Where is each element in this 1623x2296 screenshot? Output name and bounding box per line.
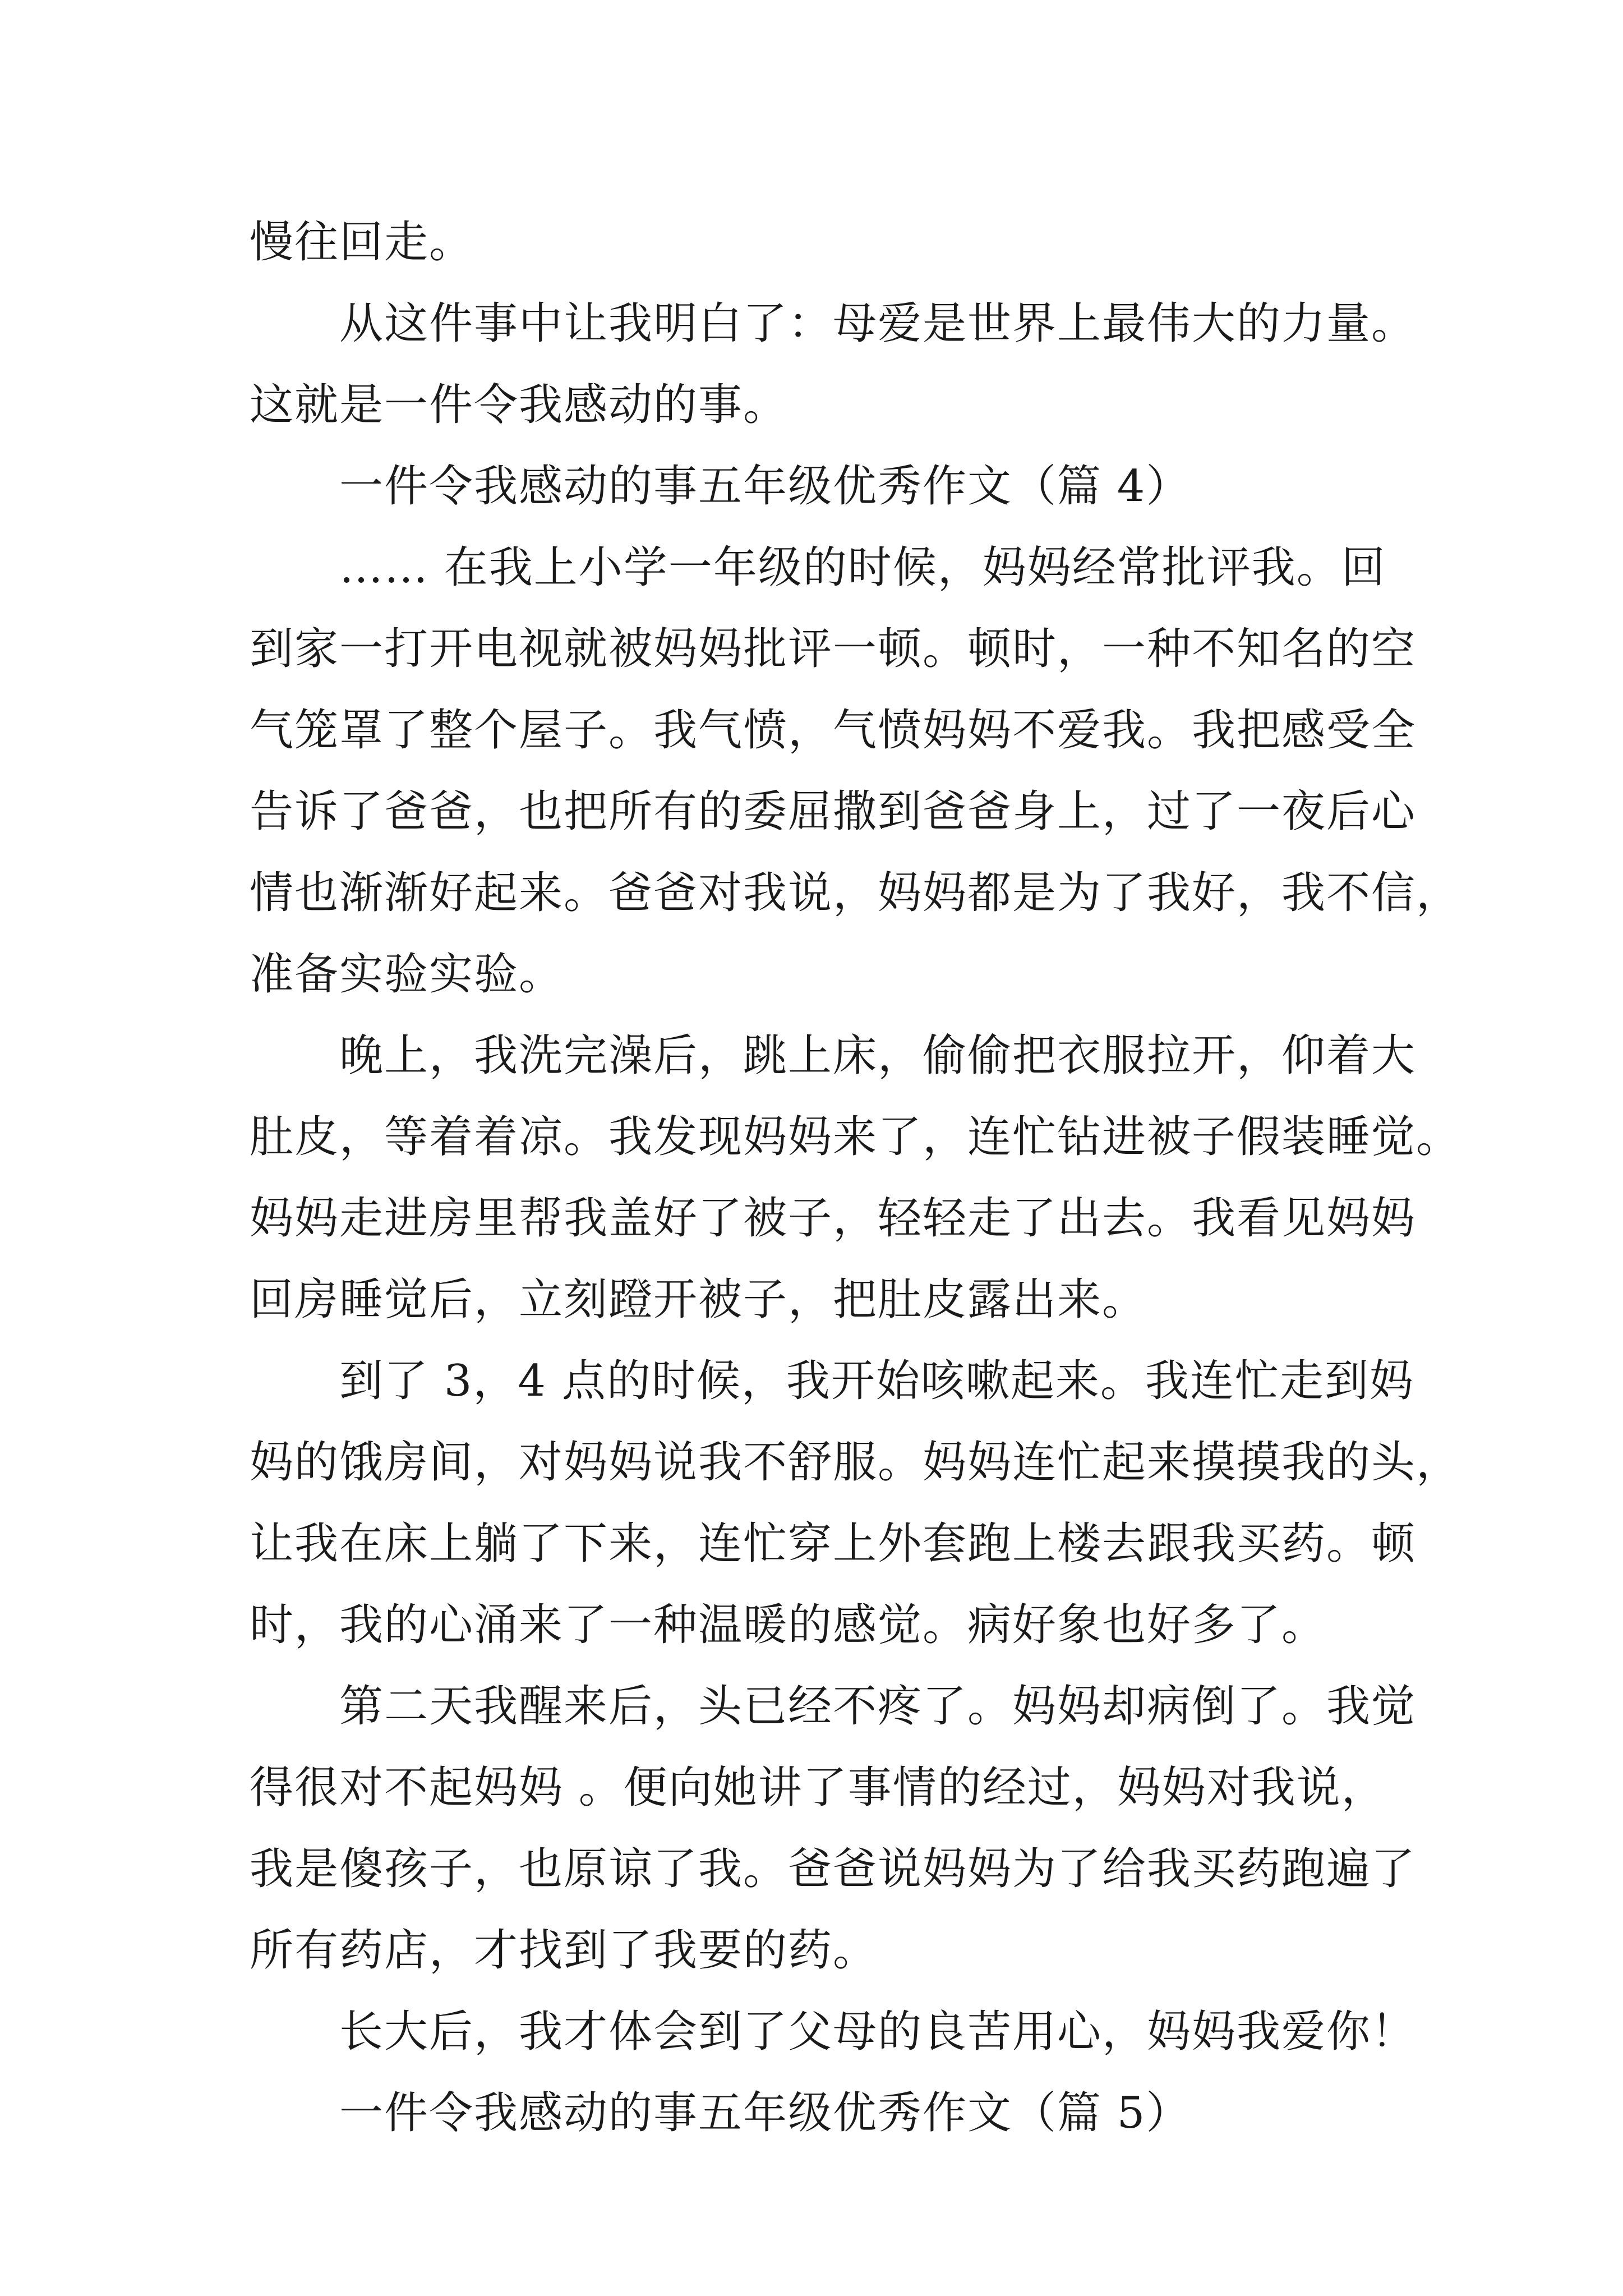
text-line: 我是傻孩子，也原谅了我。爸爸说妈妈为了给我买药跑遍了	[250, 1844, 1417, 1894]
text-line: 肚皮，等着着凉。我发现妈妈来了，连忙钻进被子假装睡觉。	[250, 1112, 1461, 1162]
text-line: 回房睡觉后，立刻蹬开被子，把肚皮露出来。	[250, 1274, 1147, 1325]
text-line: 从这件事中让我明白了：母爱是世界上最伟大的力量。	[339, 298, 1417, 349]
text-line: 所有药店，才找到了我要的药。	[250, 1925, 878, 1976]
section-heading: 一件令我感动的事五年级优秀作文（篇 4）	[339, 461, 1191, 512]
text-line: 晚上，我洗完澡后，跳上床，偷偷把衣服拉开，仰着大	[339, 1030, 1417, 1081]
text-line: 气笼罩了整个屋子。我气愤，气愤妈妈不爱我。我把感受全	[250, 705, 1417, 756]
text-line: 妈的饿房间，对妈妈说我不舒服。妈妈连忙起来摸摸我的头，	[250, 1437, 1461, 1488]
text-line: 情也渐渐好起来。爸爸对我说，妈妈都是为了我好，我不信，	[250, 868, 1461, 918]
text-line: 让我在床上躺了下来，连忙穿上外套跑上楼去跟我买药。顿	[250, 1519, 1417, 1569]
text-line: …… 在我上小学一年级的时候，妈妈经常批评我。回	[339, 542, 1386, 593]
text-line: 准备实验实验。	[250, 949, 564, 1000]
section-heading: 一件令我感动的事五年级优秀作文（篇 5）	[339, 2088, 1191, 2138]
text-line: 妈妈走进房里帮我盖好了被子，轻轻走了出去。我看见妈妈	[250, 1193, 1417, 1244]
text-line: 长大后，我才体会到了父母的良苦用心，妈妈我爱你！	[339, 2007, 1417, 2057]
text-line: 得很对不起妈妈 。便向她讲了事情的经过，妈妈对我说，	[250, 1763, 1386, 1813]
text-line: 第二天我醒来后，头已经不疼了。妈妈却病倒了。我觉	[339, 1681, 1417, 1732]
text-line: 到了 3，4 点的时候，我开始咳嗽起来。我连忙走到妈	[339, 1356, 1414, 1406]
text-line: 告诉了爸爸，也把所有的委屈撒到爸爸身上，过了一夜后心	[250, 786, 1417, 837]
text-line: 时，我的心涌来了一种温暖的感觉。病好象也好多了。	[250, 1600, 1327, 1650]
essay-body	[250, 202, 1461, 2154]
text-line: 慢往回走。	[250, 217, 474, 268]
text-line: 到家一打开电视就被妈妈批评一顿。顿时，一种不知名的空	[250, 624, 1417, 674]
text-line: 这就是一件令我感动的事。	[250, 380, 789, 430]
